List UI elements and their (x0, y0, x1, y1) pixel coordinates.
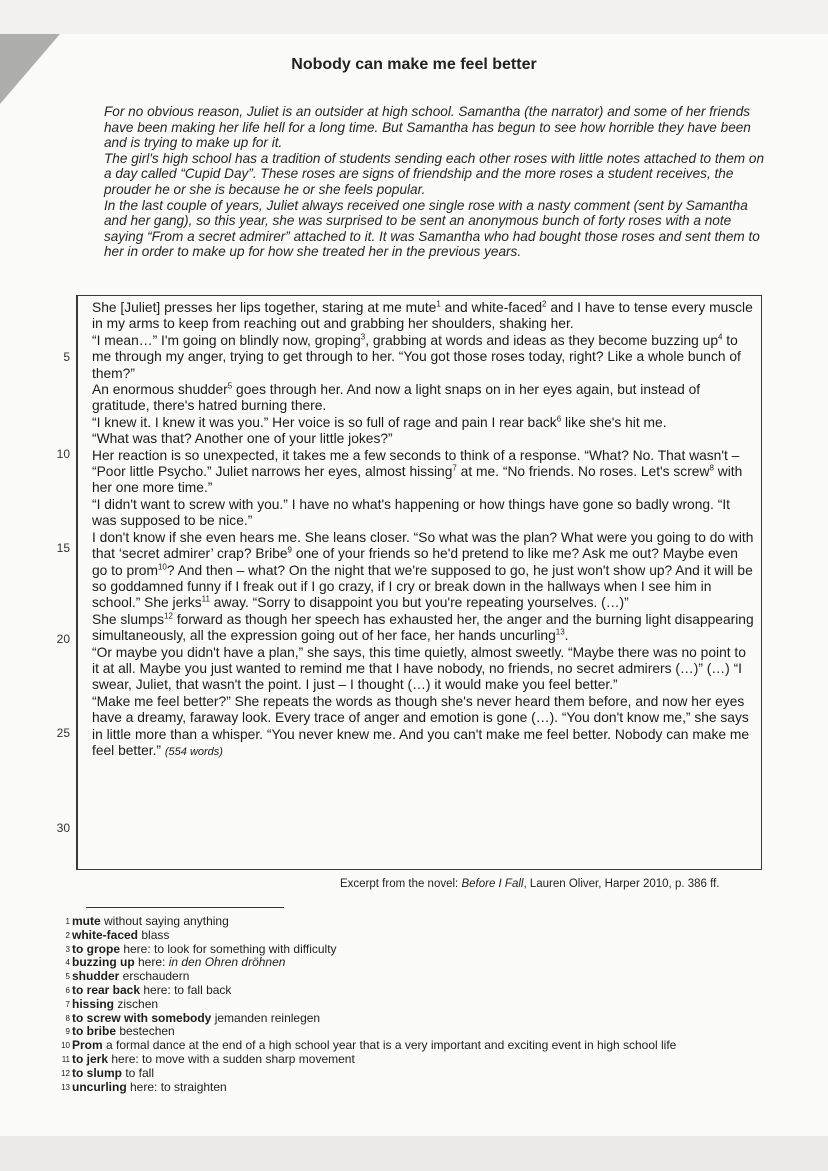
footnote: 6 to rear back here: to fall back (65, 982, 232, 997)
line-number: 10 (56, 447, 70, 461)
footnote: 2 white-faced blass (65, 927, 170, 942)
footnote-list (52, 915, 772, 1094)
intro-paragraph: In the last couple of years, Juliet always received one single rose with a nasty comment (sent by Samantha and her gang), so this year, she was surprised to be sent an anonymous bunch of forty roses with a note saying “From a secret admirer” attached to it. It was Samantha who had bought those roses and sent them to her in order to make up for how she treated her in the previous years. (104, 197, 760, 260)
page-bottom-edge (0, 1136, 828, 1171)
excerpt-paragraph: I don't know if she even hears me. She leans closer. “So what was the plan? What were you going to do with that ‘secret admirer’ crap? Bribe$^9$ one of your friends so he'd pretend to like me? Ask me out? Maybe even go to prom$^{10}$? And then – what? On the night that we're supposed to go, he just won't show up? And it will be so goddamned funny if I freak out if I go crazy, if I cry or break down in the hallways when I see him in school.” She jerks$^{11}$ away. “Sorry to disappoint you but you're repeating yourselves. (…)” (92, 529, 754, 611)
footnote: 9 to bribe bestechen (65, 1024, 175, 1039)
excerpt-paragraph: “What was that? Another one of your little jokes?” (92, 431, 393, 447)
intro-text (104, 104, 768, 260)
line-number: 25 (56, 726, 70, 740)
excerpt-paragraph: “I mean…” I'm going on blindly now, groping$^3$, grabbing at words and ideas as they become buzzing $up^4$ to me through my anger, trying to get through to her. “You got those roses today, right? Like a whole bunch of them?” (92, 332, 741, 381)
footnote: 10 Prom a formal dance at the end of a high school year that is a very important and exciting event in high school life (61, 1038, 677, 1053)
footnote: 3 to grope here: to look for something with difficulty (65, 941, 337, 956)
footnote-divider (86, 907, 284, 908)
source-citation: Excerpt from the novel: Before I Fall, Lauren Oliver, Harper 2010, p. 386 ff. (340, 878, 720, 890)
footnote: 11 to jerk here: to move with a sudden sharp movement (61, 1051, 355, 1066)
line-number: 5 (63, 350, 70, 364)
excerpt-paragraph: An enormous shudder$^5$ goes through her. And now a light snaps on in her eyes again, but instead of gratitude, there's hatred burning there. (92, 381, 701, 414)
footnote: 13 uncurling here: to straighten (61, 1079, 227, 1094)
document-title: Nobody can make me feel better (291, 56, 537, 73)
intro-paragraph: The girl's high school has a tradition of students sending each other roses with little notes attached to them on a day called “Cupid Day”. These roses are signs of friendship and the more roses a student receives, the prouder he or she is because he or she feels popular. (104, 150, 765, 197)
footnote: 1 mute without saying anything (65, 914, 229, 928)
excerpt-paragraph: She [Juliet] presses her lips together, staring at me mute$^1$ and white-faced$^2$ and I have to tense every muscle in my arms to keep from reaching out and grabbing her shoulders, shaking her. (92, 299, 753, 332)
footnote: 5 shudder erschaudern (65, 969, 190, 984)
footnote: 8 to screw with somebody jemanden reinlegen (65, 1010, 321, 1025)
excerpt-paragraph: “Or maybe you didn't have a plan,” she says, this time quietly, almost sweetly. “Maybe there was no point to it at all. Maybe you just wanted to remind me that I have nobody, no friends, no secret admirers (…)” (…) “I swear, Juliet, that wasn't the point. I just – I thought (…) it would make you feel better.” (92, 644, 746, 693)
excerpt-paragraph: She slumps$^{12}$ forward as though her speech has exhausted her, the anger and the burning light disappearing simultaneously, all the expression going out of her face, her hands uncurling$^{13}$. (92, 611, 754, 644)
excerpt-box (76, 295, 762, 870)
word-count: (554 words) (164, 745, 223, 758)
footnote: 7 hissing zischen (65, 996, 159, 1011)
excerpt-paragraph: Her reaction is so unexpected, it takes me a few seconds to think of a response. “What? No. That wasn't – “Poor little Psycho.” Juliet narrows her eyes, almost hissing$^7$ at me. “No friends. No roses. Let's screw$^8$ with her one more time.” (92, 447, 743, 496)
line-number: 20 (56, 632, 70, 646)
line-number: 15 (56, 541, 70, 555)
excerpt-paragraph: “Make me feel better?” She repeats the words as though she's never heard them before, and now her eyes have a dreamy, faraway look. Every trace of anger and emotion is gone (…). “You don't know me,” she says in little more than a whisper. “You never knew me. And you can't make me feel better. Nobody can make me feel better.” (554 words) (92, 693, 750, 758)
excerpt-paragraph: “I didn't want to screw with you.” I have no what's happening or how things have gone so badly wrong. “It was supposed to be nice.” (92, 496, 730, 529)
intro-paragraph: For no obvious reason, Juliet is an outsider at high school. Samantha (the narrator) and some of her friends have been making her life hell for a long time. But Samantha has begun to see how horrible they have been and is trying to make up for it. (104, 104, 751, 151)
excerpt-paragraph: “I knew it. I knew it was you.” Her voice is so full of rage and pain I rear back$^6$ like she's hit me. (92, 414, 667, 430)
line-number: 30 (56, 821, 70, 835)
footnote: 12 to slump to fall (61, 1065, 155, 1080)
footnote: 4 buzzing up here: in den Ohren dröhnen (65, 955, 286, 970)
